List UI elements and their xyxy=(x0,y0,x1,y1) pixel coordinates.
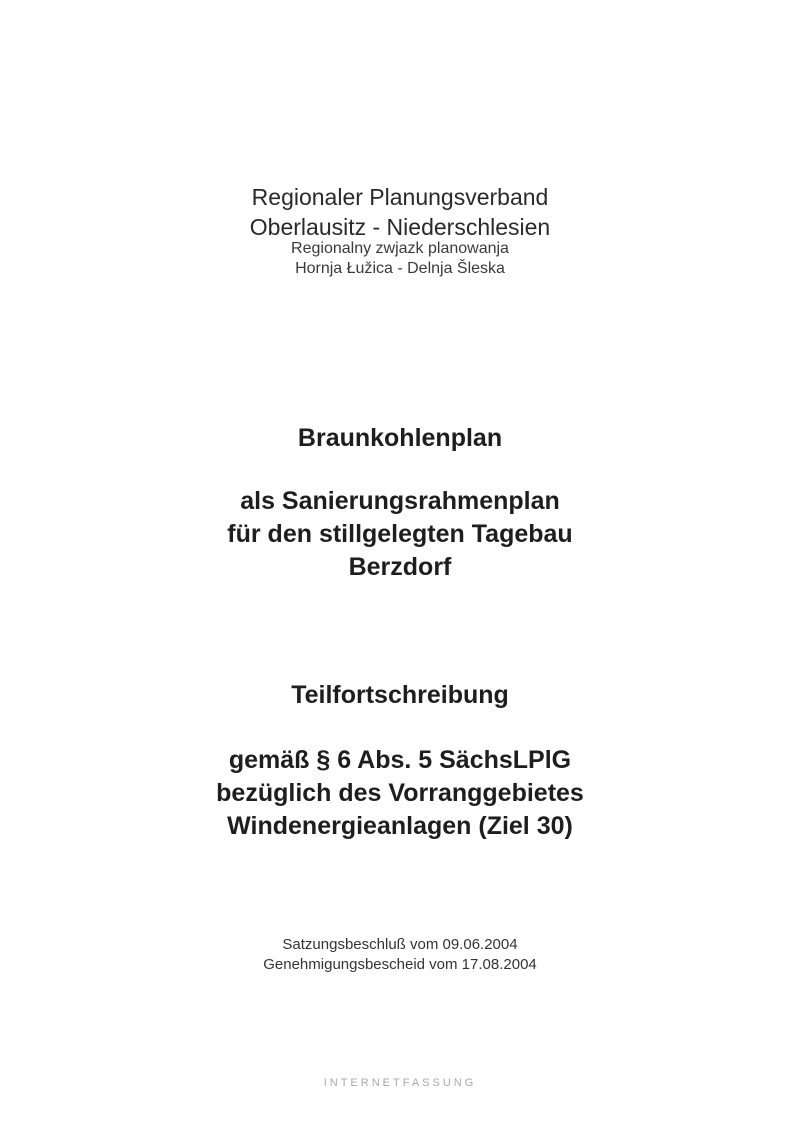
footer-label: INTERNETFASSUNG xyxy=(323,1077,477,1089)
update-line1: gemäß § 6 Abs. 5 SächsLPlG xyxy=(228,746,572,774)
update-title: Teilfortschreibung xyxy=(291,681,509,709)
approval-date: Genehmigungsbescheid vom 17.08.2004 xyxy=(263,956,537,973)
update-line3: Windenergieanlagen (Ziel 30) xyxy=(227,812,573,840)
organization-sorbian-line1: Regionalny zwjazk planowanja xyxy=(291,240,509,257)
organization-name-line1: Regionaler Planungsverband xyxy=(251,184,549,210)
plan-subtitle-line3: Berzdorf xyxy=(348,553,452,581)
update-line2: bezüglich des Vorranggebietes xyxy=(216,779,584,807)
plan-title: Braunkohlenplan xyxy=(297,424,503,452)
organization-sorbian-line2: Hornja Łužica - Delnja Šleska xyxy=(295,260,505,277)
plan-subtitle-line2: für den stillgelegten Tagebau xyxy=(227,520,573,548)
organization-name-line2: Oberlausitz - Niederschlesien xyxy=(249,214,551,240)
plan-subtitle-line1: als Sanierungsrahmenplan xyxy=(240,487,560,515)
resolution-date: Satzungsbeschluß vom 09.06.2004 xyxy=(282,936,518,953)
